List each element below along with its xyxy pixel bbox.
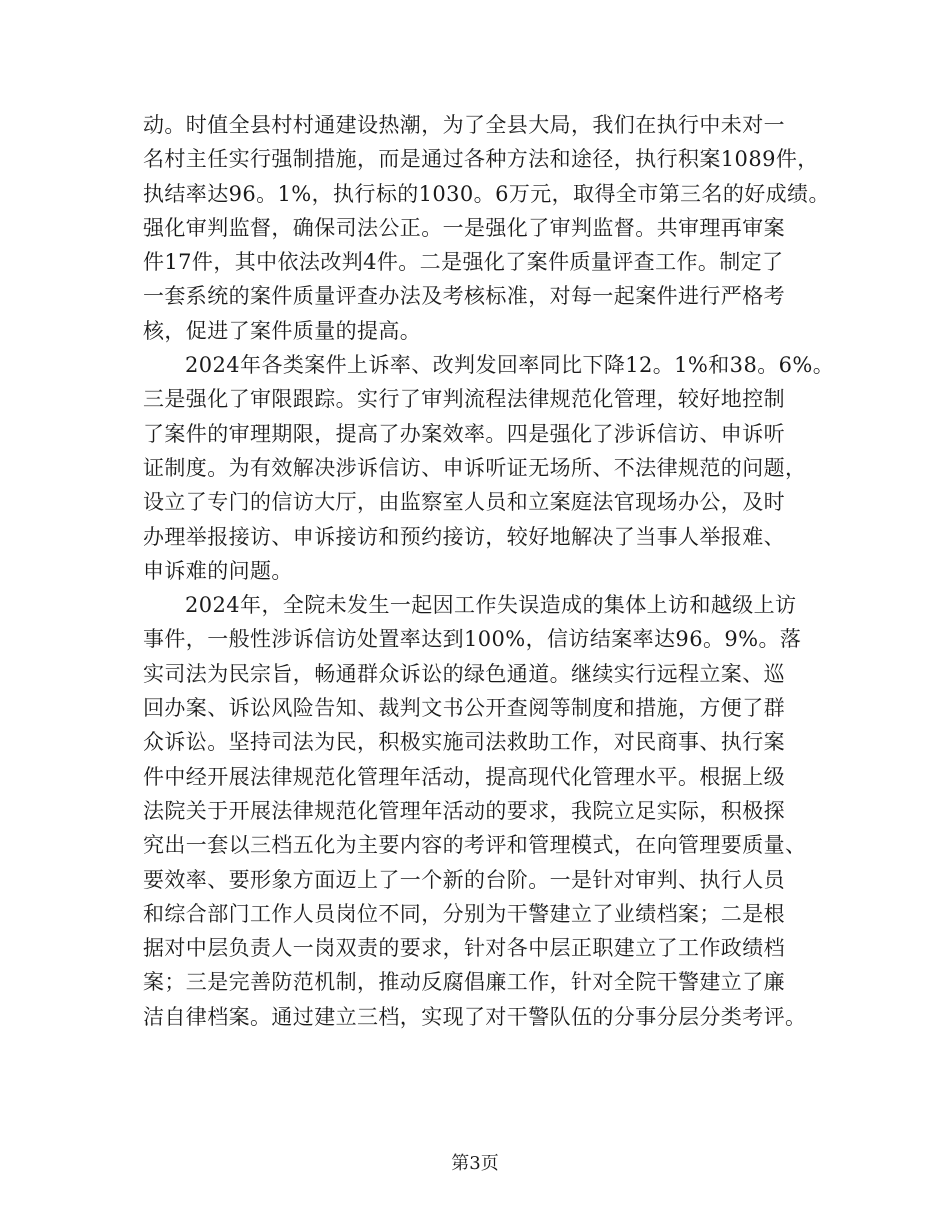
text-line: 洁自律档案。通过建立三档，实现了对干警队伍的分事分层分类考评。 [143,1004,807,1029]
text-line: 要效率、要形象方面迈上了一个新的台阶。一是针对审判、执行人员 [143,867,785,892]
text-line: 办理举报接访、申诉接访和预约接访，较好地解决了当事人举报难、 [143,524,785,549]
text-line: 强化审判监督，确保司法公正。一是强化了审判监督。共审理再审案 [143,215,785,240]
text-line: 动。时值全县村村通建设热潮，为了全县大局，我们在执行中未对一 [143,113,785,137]
text-line: 设立了专门的信访大厅，由监察室人员和立案庭法官现场办公，及时 [143,490,785,515]
text-line: 一套系统的案件质量评查办法及考核标准，对每一起案件进行严格考 [143,284,785,309]
text-line: 众诉讼。坚持司法为民，积极实施司法救助工作，对民商事、执行案 [143,730,785,755]
text-line: 究出一套以三档五化为主要内容的考评和管理模式，在向管理要质量、 [143,833,807,858]
text-line: 名村主任实行强制措施，而是通过各种方法和途径，执行积案1089件， [143,147,819,172]
text-line: 证制度。为有效解决涉诉信访、申诉听证无场所、不法律规范的问题， [143,455,807,480]
text-line: 和综合部门工作人员岗位不同，分别为干警建立了业绩档案；二是根 [143,901,785,926]
text-line: 件中经开展法律规范化管理年活动，提高现代化管理水平。根据上级 [143,764,785,789]
text-line: 执结率达96。1%，执行标的1030。6万元，取得全市第三名的好成绩。 [143,181,830,206]
body-text [143,108,833,1034]
text-line: 件17件，其中依法改判4件。二是强化了案件质量评查工作。制定了 [143,250,784,275]
text-line: 申诉难的问题。 [143,558,293,583]
page-number: 第3页 [451,1153,499,1174]
text-line: 案；三是完善防范机制，推动反腐倡廉工作，针对全院干警建立了廉 [143,970,785,995]
text-line: 核，促进了案件质量的提高。 [143,318,422,343]
text-line: 法院关于开展法律规范化管理年活动的要求，我院立足实际，积极探 [143,798,785,823]
text-line: 回办案、诉讼风险告知、裁判文书公开查阅等制度和措施，方便了群 [143,696,785,721]
paragraph-start-line: 2024年各类案件上诉率、改判发回率同比下降12。1%和38。6%。 [185,353,835,378]
text-line: 据对中层负责人一岗双责的要求，针对各中层正职建立了工作政绩档 [143,936,785,961]
text-line: 事件，一般性涉诉信访处置率达到100%，信访结案率达96。9%。落 [143,627,802,652]
paragraph-start-line: 2024年，全院未发生一起因工作失误造成的集体上访和越级上访 [185,593,797,618]
text-line: 三是强化了审限跟踪。实行了审判流程法律规范化管理，较好地控制 [143,387,785,412]
text-line: 实司法为民宗旨，畅通群众诉讼的绿色通道。继续实行远程立案、巡 [143,661,785,686]
text-line: 了案件的审理期限，提高了办案效率。四是强化了涉诉信访、申诉听 [143,421,785,446]
